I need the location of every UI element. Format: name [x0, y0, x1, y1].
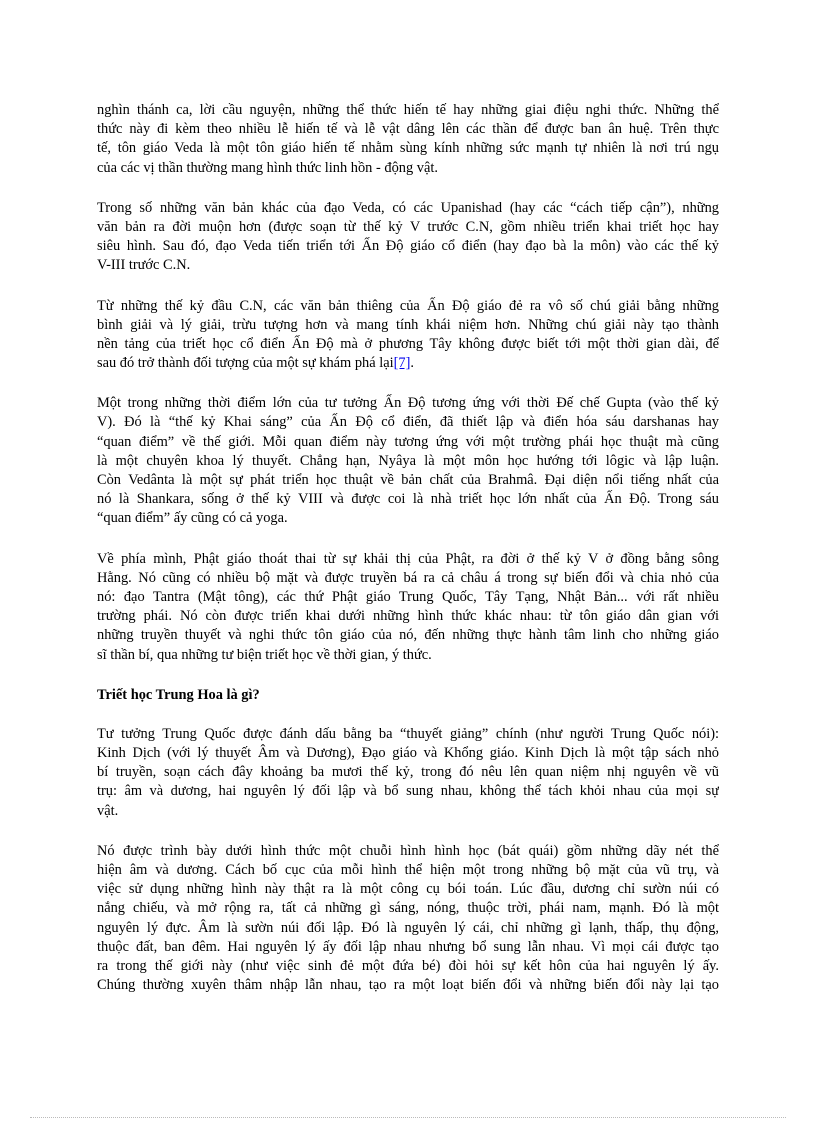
text-line: trụ: âm và dương, hai nguyên lý đối lập và bổ sung nhau, không thể tách khỏi nhau của mọi sự [97, 783, 719, 800]
text-line: nó là Shankara, sống ở thế kỷ VIII và được coi là nhà triết học lớn nhất của Ấn Độ. Trong sáu [97, 491, 719, 508]
text-line: của các vị thần thường mang hình thức linh hồn - động vật. [97, 159, 438, 176]
footnote-trailing-period: . [410, 355, 414, 372]
document-body [97, 101, 719, 1016]
text-line: Kinh Dịch (với lý thuyết Âm và Dương), Đạo giáo và Khổng giáo. Kinh Dịch là một tập sách nhỏ [97, 745, 719, 762]
text-line: nguyên lý đực. Âm là sườn núi đối lập. Đó là nguyên lý cái, chỉ những gì lạnh, thấp, thụ động, [97, 919, 719, 936]
text-line: sĩ thần bí, qua những tư biện triết học về thời gian, ý thức. [97, 646, 432, 663]
text-line: bình giải và lý giải, trừu tượng hơn và mang tính khái niệm hơn. Những chú giải này tạo thành [97, 316, 719, 333]
text-line: siêu hình. Sau đó, đạo Veda tiến triển tới Ấn Độ giáo cổ điển (hay đạo bà la môn) vào các thế kỷ [97, 238, 719, 255]
paragraph-upanishad [97, 199, 719, 276]
text-line: Về phía mình, Phật giáo thoát thai từ sự khải thị của Phật, ra đời ở thế kỷ V ở đồng bằng sông [97, 550, 719, 567]
paragraph-gupta [97, 394, 719, 528]
text-line: hiện âm và dương. Cách bố cục của mỗi hình thể hiện một trong những bộ mặt của vũ trụ, và [97, 862, 719, 879]
paragraph-commentaries [97, 297, 719, 374]
page-bottom-divider [30, 1117, 786, 1118]
text-line: văn bản ra đời muộn hơn (được soạn từ thế kỷ V trước C.N, gồm nhiều triển khai triết học hay [97, 218, 719, 235]
text-line: Chúng thường xuyên thâm nhập lẫn nhau, tạo ra một loạt biến đổi và những biến đổi này lại tạo [97, 977, 719, 994]
footnote-link[interactable]: [7] [393, 355, 411, 372]
text-line: nắng chiếu, và mở rộng ra, tất cả những gì sáng, nóng, thuộc trời, phái nam, mạnh. Đó là một [97, 900, 719, 917]
text-line: nó: đạo Tantra (Mật tông), các thứ Phật giáo Trung Quốc, Tây Tạng, Nhật Bản... với rất nhiều [97, 588, 719, 605]
paragraph-buddhism [97, 550, 719, 665]
text-line: Một trong những thời điểm lớn của tư tưởng Ấn Độ tương ứng với thời Đế chế Gupta (vào thế kỷ [97, 395, 719, 412]
text-line: trường phái. Nó còn được triển khai dưới những hình thức khác nhau: từ tôn giáo dân gian với [97, 608, 719, 625]
paragraph-yin-yang [97, 842, 719, 996]
text-line-with-footnote [97, 354, 719, 373]
text-line: Tư tưởng Trung Quốc được đánh dấu bằng ba “thuyết giảng” chính (như người Trung Quốc nói): [97, 725, 719, 742]
text-line: Từ những thế kỷ đầu C.N, các văn bản thiêng của Ấn Độ giáo đẻ ra vô số chú giải bằng những [97, 297, 719, 314]
text-line: V-III trước C.N. [97, 257, 191, 274]
text-line: “quan điểm” về thế giới. Mỗi quan điểm này tương ứng với một trường phái học thuật mà cũng [97, 433, 719, 450]
text-line: V). Đó là “thế kỷ Khai sáng” của Ấn Độ cổ điển, đã thiết lập và điển hóa sáu darshanas hay [97, 414, 719, 431]
section-heading: Triết học Trung Hoa là gì? [97, 686, 260, 703]
text-line: thuộc đất, ban đêm. Hai nguyên lý ấy đối lập nhau nhưng bổ sung lẫn nhau. Vì mọi cái được tạo [97, 938, 719, 955]
text-line: những truyền thuyết và nghi thức tôn giáo của nó, đến những thực hành tâm linh cho những giáo [97, 627, 719, 644]
text-line: nền tảng của triết học cổ điển Ấn Độ mà ở phương Tây không được biết tới một thời gian dài, để [97, 335, 719, 352]
text-line: Trong số những văn bản khác của đạo Veda, có các Upanishad (hay các “cách tiếp cận”), những [97, 199, 719, 216]
text-line: ra trong thế giới này (như việc sinh đẻ một đứa bé) đòi hỏi sự kết hôn của hai nguyên lý ấy. [97, 957, 719, 974]
text-line: “quan điểm” ấy cũng có cả yoga. [97, 510, 288, 527]
text-line: Nó được trình bày dưới hình thức một chuỗi hình hình học (bát quái) gồm những dãy nét thể [97, 842, 719, 859]
paragraph-chinese-thought [97, 725, 719, 821]
text-line: bí truyền, soạn cách đây khoảng ba mươi thế kỷ, trong đó nêu lên quan niệm nhị nguyên về vũ [97, 764, 719, 781]
text-line: Còn Vedânta là một sự phát triển học thuật về bản chất của Brahmâ. Đại diện nổi tiếng nhất của [97, 472, 719, 488]
text-line: là một chuyên khoa lý thuyết. Chẳng hạn, Nyâya là một môn học hướng tới lôgic và lập luận. [97, 452, 719, 469]
text-line: nghìn thánh ca, lời cầu nguyện, những thể thức hiến tế hay những giai điệu nghi thức. Những thể [97, 102, 719, 118]
text-fragment: sau đó trở thành đối tượng của một sự khám phá lại [97, 355, 394, 372]
text-line: vật. [97, 802, 119, 819]
paragraph-veda-hymns [97, 101, 719, 178]
text-line: việc sử dụng những hình này thật ra là một công cụ bói toán. Lúc đầu, dương chỉ sườn núi có [97, 881, 719, 898]
text-line: Hằng. Nó cũng có nhiều bộ mặt và được truyền bá ra cả châu á trong sự biến đổi và chia nhỏ của [97, 569, 719, 586]
text-line: thức này đi kèm theo nhiều lễ hiến tế và lễ vật dâng lên các thần để được ban ân huệ. Trên thực [97, 121, 719, 138]
text-line: tế, tôn giáo Veda là một tôn giáo hiến tế nhằm sùng kính những sức mạnh tự nhiên là nơi trú ngụ [97, 140, 719, 157]
